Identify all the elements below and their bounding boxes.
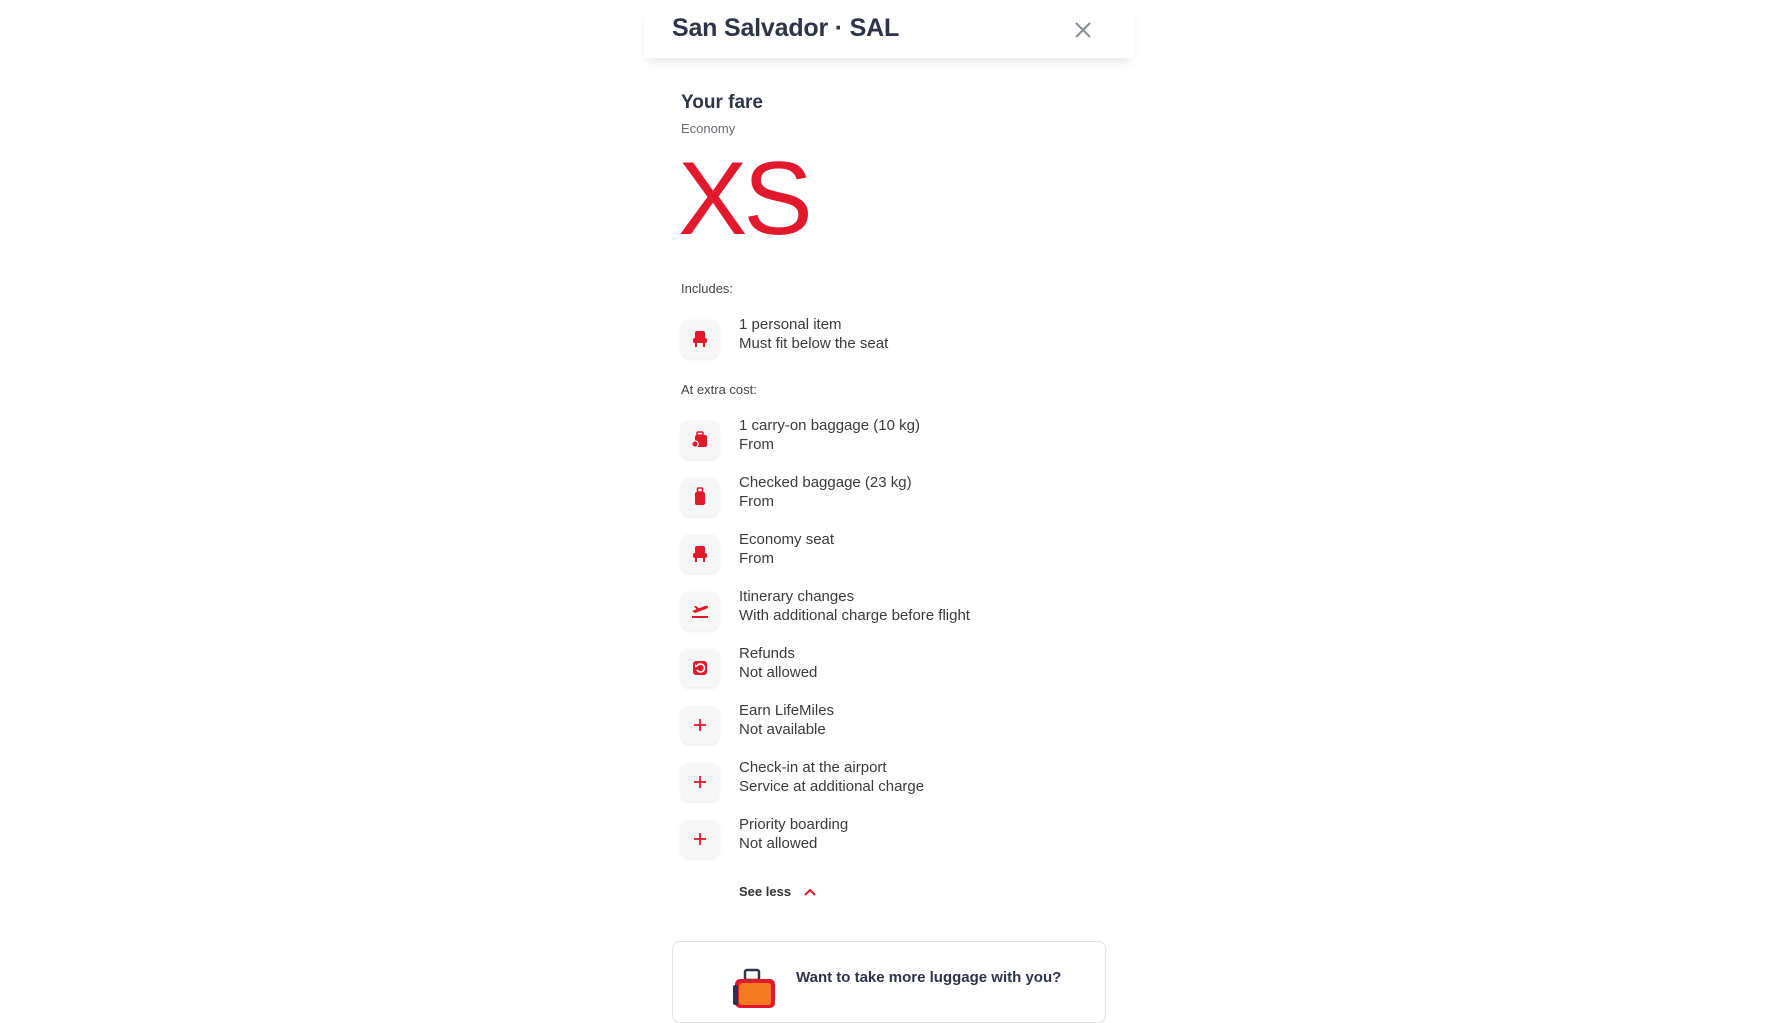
benefit-personal-item <box>681 316 1121 360</box>
benefit-detail: From <box>739 436 774 453</box>
cabin-class: Economy <box>681 121 736 136</box>
panel-title: San Salvador · SAL <box>672 14 900 42</box>
see-less-toggle[interactable] <box>739 884 817 899</box>
seat-icon <box>691 545 709 563</box>
close-button[interactable] <box>1070 17 1096 43</box>
benefit-detail: From <box>739 550 774 567</box>
benefit-detail: Service at additional charge <box>739 778 925 795</box>
extra-cost-label: At extra cost: <box>681 382 757 397</box>
plus-icon <box>692 774 708 790</box>
benefit-detail: Must fit below the seat <box>739 335 889 352</box>
includes-label: Includes: <box>681 281 734 296</box>
benefit-checked-baggage <box>681 474 1121 518</box>
refund-icon <box>691 659 709 677</box>
extra-luggage-promo[interactable] <box>672 941 1106 1023</box>
checked-bag-icon <box>691 487 709 507</box>
plus-icon <box>692 831 708 847</box>
benefit-detail: Not allowed <box>739 835 818 852</box>
benefit-title: Earn LifeMiles <box>739 702 835 719</box>
benefit-itinerary-changes <box>681 588 1121 632</box>
icon-badge <box>681 820 719 858</box>
icon-badge <box>681 649 719 687</box>
benefit-carry-on <box>681 417 1121 461</box>
benefit-lifemiles <box>681 702 1121 746</box>
benefit-detail: From <box>739 493 774 510</box>
icon-badge <box>681 421 719 459</box>
benefit-title: Economy seat <box>739 531 835 548</box>
benefit-detail: Not allowed <box>739 664 818 681</box>
benefit-detail: With additional charge before flight <box>739 607 970 624</box>
icon-badge <box>681 706 719 744</box>
benefit-title: 1 carry-on baggage (10 kg) <box>739 417 920 434</box>
fare-details-panel <box>644 0 1134 1000</box>
your-fare-heading: Your fare <box>681 92 764 113</box>
icon-badge <box>681 763 719 801</box>
promo-title: Want to take more luggage with you? <box>796 969 1062 986</box>
benefit-title: Checked baggage (23 kg) <box>739 474 912 491</box>
carry-on-bag-icon <box>690 430 710 450</box>
icon-badge <box>681 592 719 630</box>
plane-change-icon <box>690 602 710 620</box>
benefit-title: Check-in at the airport <box>739 759 887 776</box>
icon-badge <box>681 478 719 516</box>
chevron-up-icon <box>803 887 817 897</box>
panel-header <box>644 0 1134 58</box>
icon-badge <box>681 535 719 573</box>
benefit-airport-checkin <box>681 759 1121 803</box>
suitcase-icon <box>728 968 778 1008</box>
benefit-priority-boarding <box>681 816 1121 860</box>
close-icon <box>1070 17 1096 43</box>
benefit-title: Itinerary changes <box>739 588 855 605</box>
benefit-title: Priority boarding <box>739 816 849 833</box>
benefit-economy-seat <box>681 531 1121 575</box>
benefit-refunds <box>681 645 1121 689</box>
see-less-label: See less <box>739 884 792 899</box>
plus-icon <box>692 717 708 733</box>
benefit-title: 1 personal item <box>739 316 842 333</box>
fare-brand-name: XS <box>678 141 809 257</box>
seat-icon <box>691 330 709 348</box>
benefit-title: Refunds <box>739 645 795 662</box>
icon-badge <box>681 320 719 358</box>
benefit-detail: Not available <box>739 721 826 738</box>
